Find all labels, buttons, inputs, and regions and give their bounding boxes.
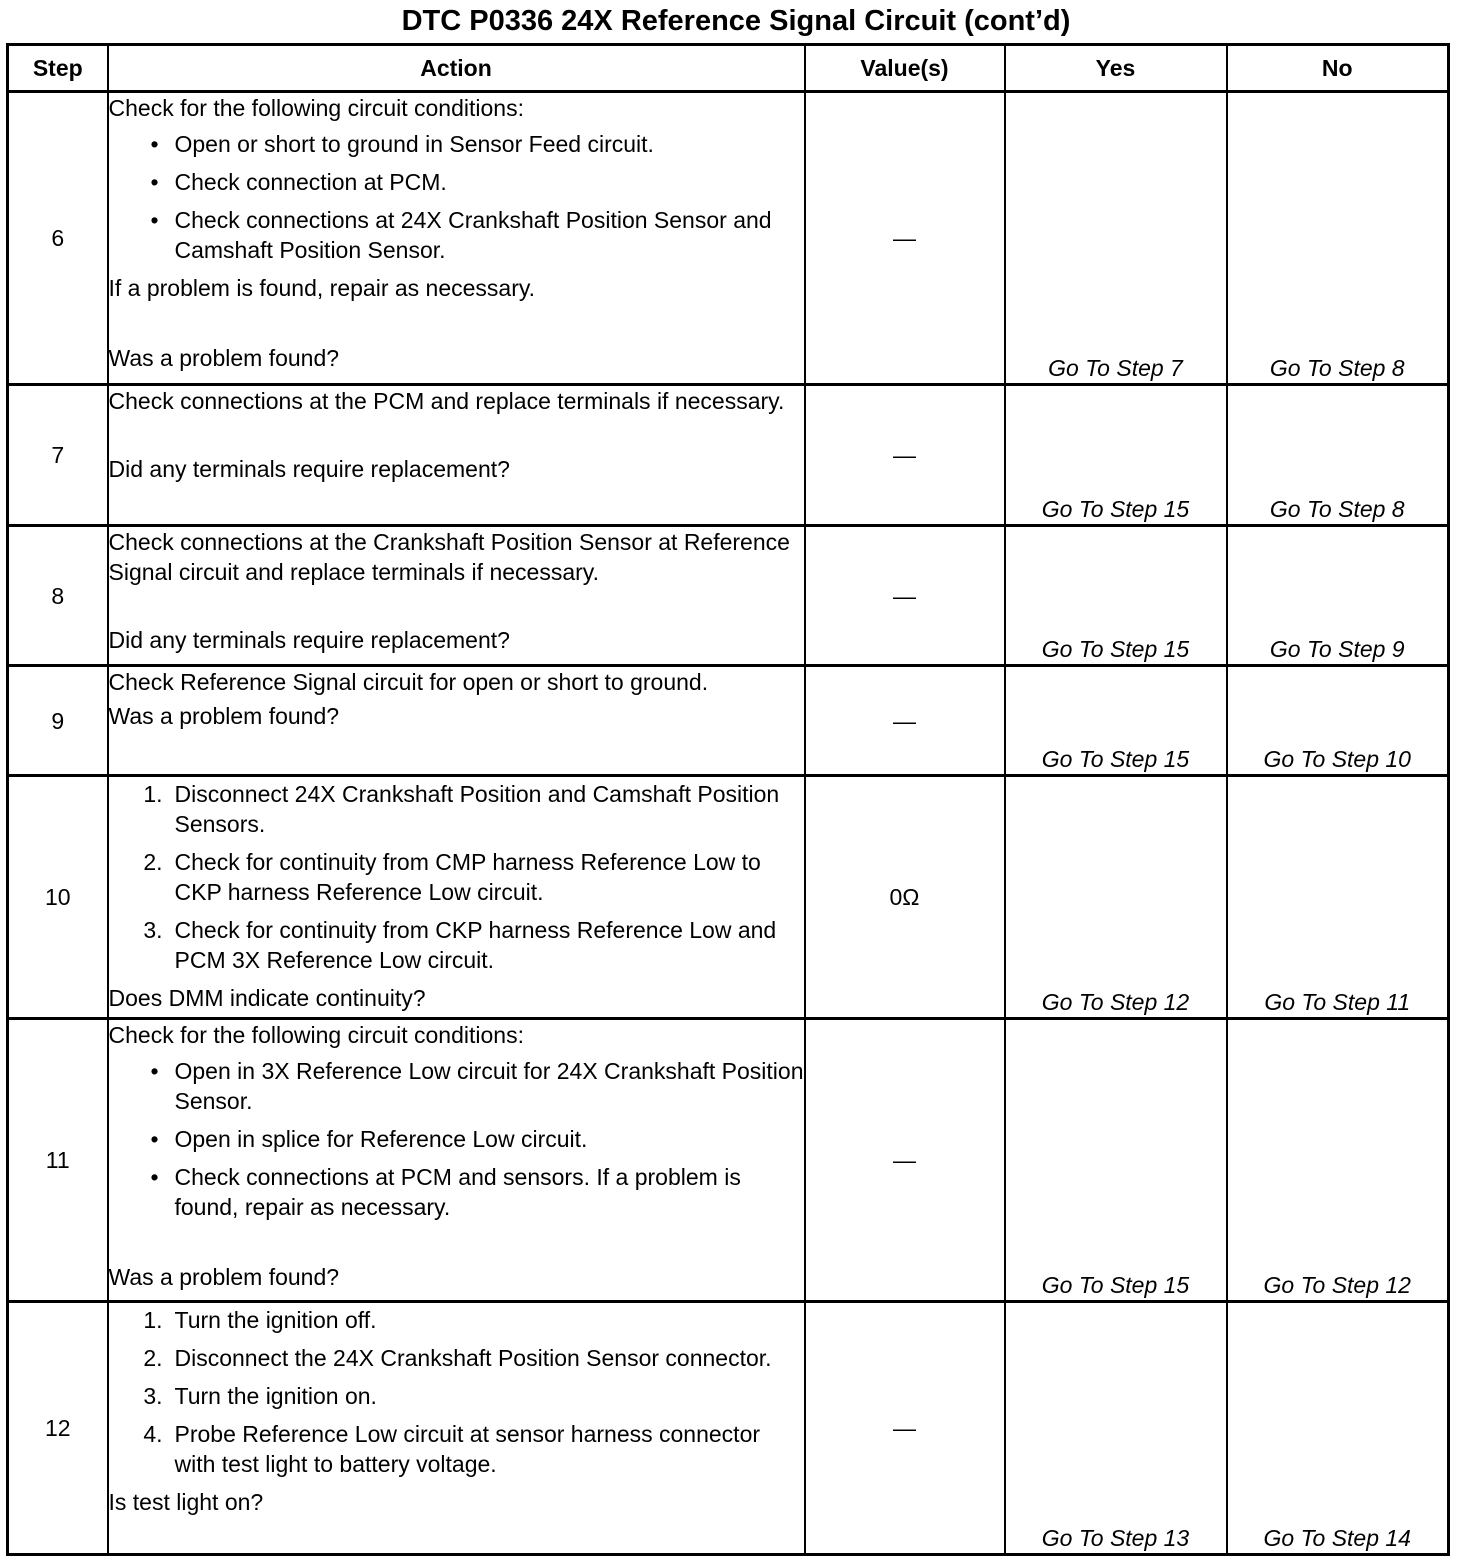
step-number: 9 xyxy=(8,666,108,776)
list-item: 2. Disconnect the 24X Crankshaft Position Sensor connector. xyxy=(143,1345,772,1371)
no-goto: Go To Step 8 xyxy=(1227,385,1449,526)
value-cell: — xyxy=(805,1019,1005,1302)
no-goto: Go To Step 9 xyxy=(1227,526,1449,666)
list-item: 3. Turn the ignition on. xyxy=(143,1383,377,1409)
yes-goto: Go To Step 13 xyxy=(1005,1302,1227,1555)
action-intro: Check Reference Signal circuit for open or short to ground. xyxy=(108,669,709,695)
action-cell xyxy=(108,1019,805,1302)
list-item: 4. Probe Reference Low circuit at sensor harness connector with test light to battery voltage. xyxy=(143,1421,761,1477)
bullet-icon: • xyxy=(150,1164,159,1190)
action-cell xyxy=(108,92,805,385)
bullet-icon: • xyxy=(150,207,159,233)
list-item: 1. Turn the ignition off. xyxy=(143,1307,377,1333)
value-cell: — xyxy=(805,526,1005,666)
list-item: • Check connection at PCM. xyxy=(109,167,804,197)
bullet-icon: • xyxy=(150,131,159,157)
table-row xyxy=(8,1302,1449,1555)
header-step: Step xyxy=(8,45,108,92)
no-goto: Go To Step 11 xyxy=(1227,776,1449,1019)
value-cell: 0Ω xyxy=(805,776,1005,1019)
header-values: Value(s) xyxy=(805,45,1005,92)
bullet-icon: • xyxy=(150,169,159,195)
header-row xyxy=(8,45,1449,92)
action-intro: Check for the following circuit conditions: xyxy=(108,95,524,121)
yes-goto: Go To Step 7 xyxy=(1005,92,1227,385)
list-item: 3. Check for continuity from CKP harness Reference Low and PCM 3X Reference Low circuit. xyxy=(143,917,777,973)
step-number: 12 xyxy=(8,1302,108,1555)
action-cell xyxy=(108,526,805,666)
action-question: Did any terminals require replacement? xyxy=(108,456,510,482)
action-cell xyxy=(108,385,805,526)
list-item: • Open in 3X Reference Low circuit for 24X Crankshaft Position Sensor. xyxy=(109,1056,804,1116)
no-goto: Go To Step 12 xyxy=(1227,1019,1449,1302)
action-note: If a problem is found, repair as necessary. xyxy=(108,275,536,301)
value-cell: — xyxy=(805,666,1005,776)
procedure-list xyxy=(109,1305,804,1479)
list-item: 1. Disconnect 24X Crankshaft Position and Camshaft Position Sensors. xyxy=(143,781,780,837)
action-question: Was a problem found? xyxy=(108,703,340,729)
header-action: Action xyxy=(108,45,805,92)
page-title: DTC P0336 24X Reference Signal Circuit (cont’d) xyxy=(401,5,1071,37)
yes-goto: Go To Step 15 xyxy=(1005,1019,1227,1302)
list-item: • Open in splice for Reference Low circuit. xyxy=(109,1124,804,1154)
header-yes: Yes xyxy=(1005,45,1227,92)
condition-list xyxy=(109,1056,804,1222)
no-goto: Go To Step 8 xyxy=(1227,92,1449,385)
action-intro: Check connections at the Crankshaft Position Sensor at Reference Signal circuit and replace terminals if necessary. xyxy=(108,529,790,585)
table-row xyxy=(8,526,1449,666)
step-number: 6 xyxy=(8,92,108,385)
yes-goto: Go To Step 15 xyxy=(1005,385,1227,526)
step-number: 10 xyxy=(8,776,108,1019)
value-cell: — xyxy=(805,1302,1005,1555)
action-intro: Check connections at the PCM and replace terminals if necessary. xyxy=(108,388,785,414)
list-item: • Check connections at 24X Crankshaft Position Sensor and Camshaft Position Sensor. xyxy=(109,205,804,265)
list-item: • Check connections at PCM and sensors. If a problem is found, repair as necessary. xyxy=(109,1162,804,1222)
yes-goto: Go To Step 12 xyxy=(1005,776,1227,1019)
header-no: No xyxy=(1227,45,1449,92)
bullet-icon: • xyxy=(150,1058,159,1084)
action-question: Is test light on? xyxy=(108,1489,264,1515)
value-cell: — xyxy=(805,385,1005,526)
table-row xyxy=(8,92,1449,385)
list-item: 2. Check for continuity from CMP harness Reference Low to CKP harness Reference Low circuit. xyxy=(143,849,761,905)
action-intro: Check for the following circuit conditions: xyxy=(108,1022,524,1048)
step-number: 7 xyxy=(8,385,108,526)
table-row xyxy=(8,776,1449,1019)
table-row xyxy=(8,666,1449,776)
action-question: Does DMM indicate continuity? xyxy=(108,985,426,1011)
yes-goto: Go To Step 15 xyxy=(1005,526,1227,666)
bullet-icon: • xyxy=(150,1126,159,1152)
action-cell xyxy=(108,1302,805,1555)
table-row xyxy=(8,1019,1449,1302)
action-question: Was a problem found? xyxy=(108,1264,340,1290)
step-number: 8 xyxy=(8,526,108,666)
procedure-list xyxy=(109,779,804,975)
action-question: Did any terminals require replacement? xyxy=(108,627,510,653)
diagnostic-table xyxy=(6,43,1450,1556)
list-item: • Open or short to ground in Sensor Feed circuit. xyxy=(109,129,804,159)
condition-list xyxy=(109,129,804,265)
action-cell xyxy=(108,666,805,776)
no-goto: Go To Step 10 xyxy=(1227,666,1449,776)
yes-goto: Go To Step 15 xyxy=(1005,666,1227,776)
no-goto: Go To Step 14 xyxy=(1227,1302,1449,1555)
action-question: Was a problem found? xyxy=(108,345,340,371)
step-number: 11 xyxy=(8,1019,108,1302)
table-row xyxy=(8,385,1449,526)
action-cell xyxy=(108,776,805,1019)
value-cell: — xyxy=(805,92,1005,385)
